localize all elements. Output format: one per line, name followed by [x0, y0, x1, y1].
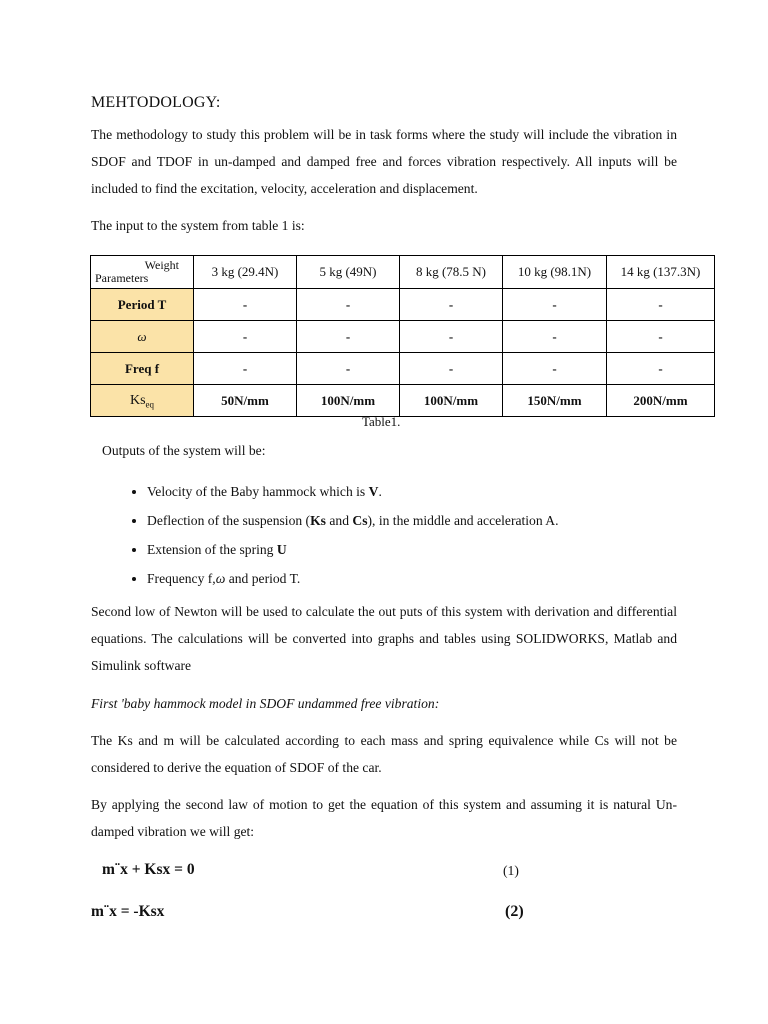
row-label-omega: ω: [91, 321, 194, 353]
equation-2: m¨x = -Ksx: [91, 903, 165, 920]
table-cell: -: [400, 289, 503, 321]
corner-parameters-label: Parameters: [95, 271, 149, 285]
table-cell: -: [607, 321, 715, 353]
table-cell: 50N/mm: [194, 385, 297, 417]
table-cell: -: [297, 289, 400, 321]
table-cell: -: [503, 289, 607, 321]
table-cell: -: [194, 321, 297, 353]
row-label-period: Period T: [91, 289, 194, 321]
applying-paragraph: By applying the second law of motion to get the equation of this system and assuming it is natural Un-damped vibration we will get:: [91, 797, 677, 839]
table-cell: -: [297, 321, 400, 353]
equation-1-number: (1): [503, 863, 519, 878]
table-cell: -: [400, 321, 503, 353]
table-row-omega: [91, 321, 715, 353]
model-subheading: First 'baby hammock model in SDOF undammed free vibration:: [91, 696, 440, 711]
table-cell: -: [503, 353, 607, 385]
table-cell: 200N/mm: [607, 385, 715, 417]
table-cell: -: [607, 289, 715, 321]
table-cell: 100N/mm: [297, 385, 400, 417]
list-item: • Extension of the spring U: [147, 535, 747, 564]
table-cell: 100N/mm: [400, 385, 503, 417]
section-heading: MEHTODOLOGY:: [91, 94, 221, 111]
table-header-row: [91, 256, 715, 289]
table-row-frequency: [91, 353, 715, 385]
row-label-frequency: Freq f: [91, 353, 194, 385]
table-cell: -: [194, 289, 297, 321]
parameters-table: [90, 255, 715, 417]
column-header: 3 kg (29.4N): [194, 256, 297, 289]
table-row-period: [91, 289, 715, 321]
ks-subscript: eq: [145, 399, 155, 410]
table-cell: -: [400, 353, 503, 385]
table-cell: -: [607, 353, 715, 385]
table-cell: -: [194, 353, 297, 385]
ks-label: Ks: [129, 392, 146, 408]
outputs-list: [91, 477, 747, 593]
column-header: 14 kg (137.3N): [607, 256, 715, 289]
list-item: • Velocity of the Baby hammock which is V.: [147, 477, 747, 506]
corner-weight-label: Weight: [144, 258, 179, 272]
row-label-stiffness: [91, 385, 194, 417]
equation-2-number: (2): [505, 903, 524, 920]
outputs-line: Outputs of the system will be:: [102, 443, 266, 458]
table-cell: -: [297, 353, 400, 385]
list-item: • Deflection of the suspension (Ks and Cs), in the middle and acceleration A.: [147, 506, 747, 535]
table-cell: -: [503, 321, 607, 353]
column-header: 5 kg (49N): [297, 256, 400, 289]
table-corner-cell: [91, 256, 194, 289]
equation-1: m¨x + Ksx = 0: [102, 861, 195, 878]
table-cell: 150N/mm: [503, 385, 607, 417]
column-header: 10 kg (98.1N): [503, 256, 607, 289]
input-line: The input to the system from table 1 is:: [91, 218, 305, 233]
table-caption: Table1.: [362, 414, 401, 429]
list-item: • Frequency f,ω and period T.: [147, 564, 747, 593]
column-header: 8 kg (78.5 N): [400, 256, 503, 289]
ks-paragraph: The Ks and m will be calculated according to each mass and spring equivalence while Cs will not be considered to derive the equation of SDOF of the car.: [91, 733, 677, 775]
intro-paragraph: The methodology to study this problem will be in task forms where the study will include the vibration in SDOF and TDOF in un-damped and damped free and forces vibration respectively. All inputs will be included to find the excitation, velocity, acceleration and displacement.: [91, 127, 677, 196]
newton-paragraph: Second low of Newton will be used to calculate the out puts of this system with derivation and differential equations. The calculations will be converted into graphs and tables using SOLIDWORKS, Matlab and Simulink software: [91, 604, 677, 673]
table-row-stiffness: [91, 385, 715, 417]
